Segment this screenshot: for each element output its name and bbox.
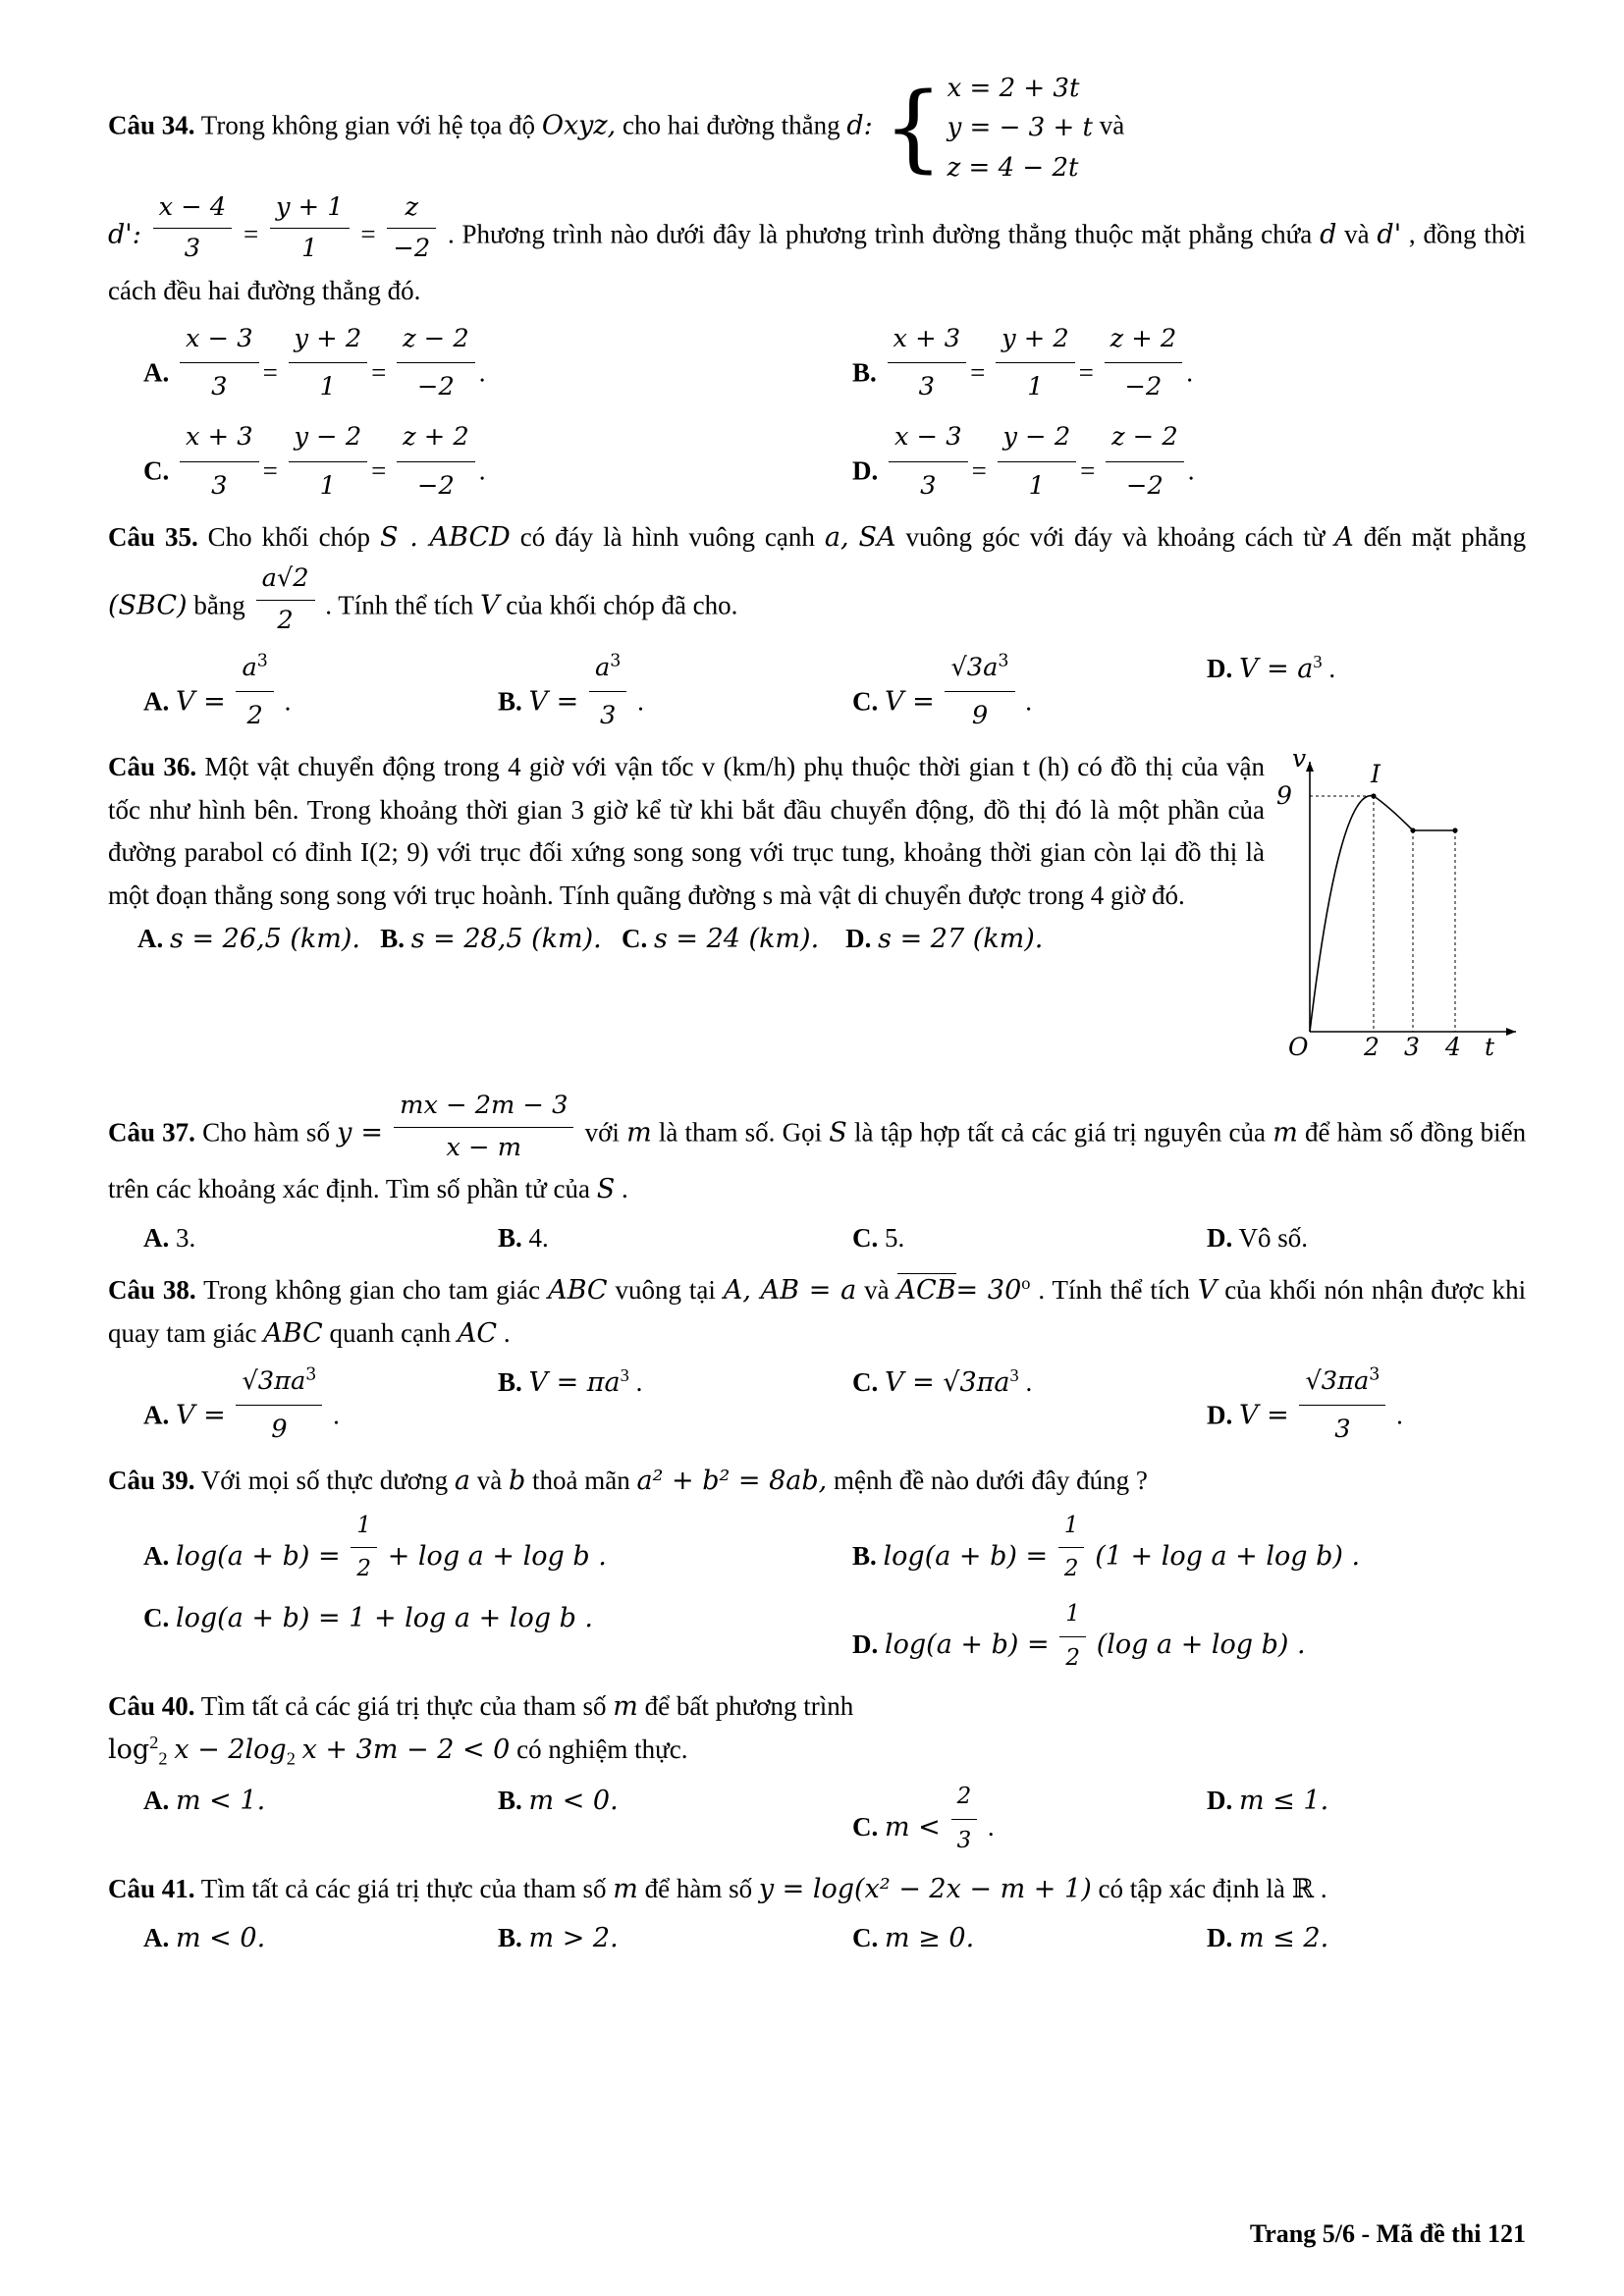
answer-37-A[interactable] bbox=[143, 1213, 498, 1263]
question-40-stem bbox=[108, 1685, 1526, 1729]
q38-angle-val: = 30 bbox=[955, 1275, 1022, 1307]
answer-39-C[interactable] bbox=[143, 1593, 852, 1680]
answer-40-B-key: B. bbox=[498, 1786, 522, 1816]
q38-part5: của khối nón nhận được khi quay tam giác bbox=[108, 1275, 1527, 1348]
answer-35-B-num: a bbox=[594, 652, 611, 682]
question-35-label: Câu 35. bbox=[108, 521, 198, 552]
answer-35-A-lead: V = bbox=[176, 686, 226, 718]
answer-34-B-d1: 3 bbox=[888, 362, 967, 411]
answer-39-A[interactable] bbox=[143, 1505, 852, 1591]
answer-34-A[interactable]: A. $\frac{x - 3}{3}$ = $\frac{y + 2}{1}$ = $\frac{z - 2}{-2}$ . bbox=[143, 315, 852, 411]
q35-part4: đến mặt phẳng bbox=[1363, 521, 1527, 552]
question-38-label: Câu 38. bbox=[108, 1275, 196, 1306]
answer-40-A-key: A. bbox=[143, 1786, 170, 1816]
answer-36-C[interactable] bbox=[622, 924, 826, 953]
answer-35-B-tail: . bbox=[637, 686, 644, 717]
answer-38-D-key: D. bbox=[1207, 1400, 1233, 1430]
q39-b: b bbox=[508, 1466, 526, 1497]
answer-34-C[interactable]: C. $\frac{x + 3}{3}$ = $\frac{y - 2}{1}$ = $\frac{z + 2}{-2}$ . bbox=[143, 413, 852, 509]
q41-body1: Tìm tất cả các giá trị thực của tham số bbox=[200, 1874, 607, 1904]
answer-34-C-n3: z + 2 bbox=[403, 422, 469, 453]
question-34-text-2: cho hai đường thẳng bbox=[623, 110, 840, 140]
question-37-label: Câu 37. bbox=[108, 1117, 195, 1148]
q41-body2: để hàm số bbox=[644, 1874, 753, 1904]
answer-35-D-key: D. bbox=[1207, 653, 1233, 683]
question-39-answers-row-2 bbox=[108, 1593, 1561, 1680]
answer-34-C-d3: −2 bbox=[397, 461, 475, 510]
answer-37-C-text: 5. bbox=[885, 1222, 905, 1253]
answer-34-B-d3: −2 bbox=[1105, 362, 1183, 411]
answer-38-D-tail: . bbox=[1396, 1400, 1403, 1430]
answer-39-B-key: B. bbox=[852, 1540, 877, 1571]
q37-S: S bbox=[829, 1117, 847, 1148]
question-39-stem bbox=[108, 1460, 1526, 1503]
answer-38-C-lead: V = √3πa bbox=[885, 1366, 1010, 1398]
answer-37-D-key: D. bbox=[1207, 1222, 1233, 1253]
question-34-stem bbox=[108, 69, 1526, 187]
answer-39-B-fd: 2 bbox=[1058, 1547, 1085, 1591]
q40-m: m bbox=[613, 1691, 638, 1723]
answer-39-D-fn: 1 bbox=[1065, 1601, 1080, 1628]
answer-39-D-fd: 2 bbox=[1059, 1636, 1086, 1681]
answer-35-C-num: √3a bbox=[950, 652, 999, 682]
q35-part6: . Tính thể tích bbox=[325, 590, 474, 620]
answer-41-A-text: m < 0. bbox=[176, 1923, 266, 1954]
question-34-text-1: Trong không gian với hệ tọa độ bbox=[200, 110, 536, 140]
answer-37-B[interactable] bbox=[498, 1213, 852, 1263]
answer-34-D-n3: z − 2 bbox=[1111, 422, 1178, 453]
q38-V: V bbox=[1197, 1275, 1218, 1307]
answer-34-A-n2: y + 2 bbox=[294, 323, 362, 353]
q38-part3: và bbox=[864, 1275, 890, 1306]
q35-a: a, bbox=[824, 521, 849, 553]
answer-41-C-key: C. bbox=[852, 1923, 879, 1953]
answer-40-D-text: m ≤ 1. bbox=[1239, 1786, 1329, 1817]
q41-body3: có tập xác định là bbox=[1098, 1874, 1285, 1904]
answer-36-B-key: B. bbox=[380, 923, 405, 953]
answer-39-A-fd: 2 bbox=[351, 1547, 377, 1591]
q39-cond: a² + b² = 8ab, bbox=[636, 1466, 828, 1497]
q40-log-sup: 2 bbox=[149, 1733, 159, 1753]
dprime-frac-3 bbox=[387, 187, 436, 270]
q37-part6: . bbox=[621, 1174, 628, 1204]
answer-38-B-key: B. bbox=[498, 1366, 522, 1397]
answer-34-D-key: D. bbox=[852, 455, 879, 486]
question-37-stem bbox=[108, 1086, 1526, 1211]
q35-sa: SA bbox=[858, 521, 896, 553]
answer-35-B-den: 3 bbox=[589, 691, 626, 740]
dprime-frac-2-den: 1 bbox=[270, 228, 350, 270]
answer-39-D-pre: log(a + b) = bbox=[885, 1629, 1050, 1661]
graph-vertex-label: I bbox=[1371, 760, 1380, 789]
answer-34-A-key: A. bbox=[143, 357, 170, 388]
answer-40-C-fd: 3 bbox=[951, 1819, 978, 1863]
question-34-text-3: . Phương trình nào dưới đây là phương trình đường thẳng thuộc mặt phẳng chứa bbox=[447, 219, 1313, 249]
q35-V: V bbox=[480, 590, 500, 621]
question-35-answers bbox=[108, 644, 1561, 740]
answer-36-B[interactable] bbox=[380, 924, 608, 953]
answer-35-A-key: A. bbox=[143, 686, 170, 717]
answer-34-B-d2: 1 bbox=[996, 362, 1075, 411]
q37-part5: để hàm số đồng biến trên các khoảng xác định. Tìm số phần tử của bbox=[108, 1117, 1527, 1204]
answer-38-A-den: 9 bbox=[236, 1405, 322, 1454]
q35-solid: S . ABCD bbox=[380, 521, 511, 553]
q40-log: log bbox=[108, 1735, 150, 1766]
answer-39-B[interactable] bbox=[852, 1505, 1561, 1591]
answer-37-C-key: C. bbox=[852, 1222, 879, 1253]
question-38-stem bbox=[108, 1269, 1526, 1355]
system-row-3: z = 4 − 2t bbox=[947, 152, 1079, 183]
q37-y-eq: y = bbox=[337, 1117, 383, 1148]
velocity-graph-svg bbox=[1280, 752, 1526, 1046]
q40-body3: có nghiệm thực. bbox=[516, 1735, 688, 1765]
answer-40-B-text: m < 0. bbox=[528, 1786, 619, 1817]
answer-34-C-n1: x + 3 bbox=[186, 422, 253, 453]
answer-35-A[interactable] bbox=[143, 644, 498, 740]
answer-34-A-d1: 3 bbox=[180, 362, 259, 411]
question-40-answers bbox=[108, 1776, 1561, 1862]
answer-38-A-key: A. bbox=[143, 1400, 170, 1430]
q35-part7: của khối chóp đã cho. bbox=[506, 590, 738, 620]
question-38-answers bbox=[108, 1358, 1561, 1454]
answer-35-B-exp: 3 bbox=[610, 651, 622, 670]
question-39-answers-row-1 bbox=[108, 1505, 1561, 1591]
answer-37-B-text: 4. bbox=[528, 1222, 549, 1253]
answer-35-B[interactable] bbox=[498, 644, 852, 740]
q38-part7: . bbox=[503, 1317, 511, 1348]
dprime-frac-1 bbox=[153, 187, 233, 270]
answer-37-D-text: Vô số. bbox=[1238, 1222, 1309, 1253]
answer-37-D[interactable] bbox=[1207, 1213, 1561, 1263]
question-36-label: Câu 36. bbox=[108, 752, 197, 782]
answer-39-D-post: (log a + log b) . bbox=[1096, 1629, 1306, 1661]
question-40-stem-2 bbox=[108, 1729, 1526, 1774]
question-38 bbox=[108, 1269, 1526, 1454]
answer-34-B-n3: z + 2 bbox=[1110, 323, 1177, 353]
q40-log-sub2: 2 bbox=[286, 1748, 296, 1769]
q37-part2: với bbox=[584, 1117, 620, 1148]
q37-part1: Cho hàm số bbox=[202, 1117, 330, 1148]
answer-34-C-d1: 3 bbox=[180, 461, 259, 510]
graph-x-tick-2: 2 bbox=[1364, 1033, 1380, 1062]
answer-38-C-exp: 3 bbox=[1009, 1364, 1019, 1385]
graph-x-tick-4: 4 bbox=[1445, 1033, 1461, 1062]
answer-40-D-key: D. bbox=[1207, 1786, 1233, 1816]
answer-34-C-n2: y − 2 bbox=[294, 422, 362, 453]
answer-38-B-tail: . bbox=[635, 1366, 643, 1397]
dprime-frac-1-den: 3 bbox=[153, 228, 233, 270]
answer-41-A[interactable] bbox=[143, 1913, 498, 1963]
answer-34-D-d3: −2 bbox=[1106, 461, 1184, 510]
question-34-oxyz: Oxyz, bbox=[541, 110, 617, 141]
question-34-dprime-label: d': bbox=[108, 219, 141, 250]
answer-38-B[interactable] bbox=[498, 1358, 852, 1454]
question-34 bbox=[108, 69, 1526, 510]
answer-34-B-key: B. bbox=[852, 357, 877, 388]
question-34-answers-row-1 bbox=[108, 315, 1561, 411]
q35-frac-num: a√2 bbox=[261, 563, 309, 594]
q38-angle: ACB bbox=[896, 1275, 956, 1307]
answer-39-B-post: (1 + log a + log b) . bbox=[1095, 1540, 1361, 1572]
question-39-label: Câu 39. bbox=[108, 1466, 195, 1496]
question-41-label: Câu 41. bbox=[108, 1874, 195, 1904]
answer-36-D[interactable] bbox=[845, 924, 1043, 953]
question-34-var-dp: d' bbox=[1377, 219, 1402, 250]
answer-35-C-exp: 3 bbox=[998, 651, 1009, 670]
answer-36-A-key: A. bbox=[137, 923, 164, 953]
answer-37-B-key: B. bbox=[498, 1222, 522, 1253]
q38-a-ab: A, AB = a bbox=[723, 1275, 857, 1307]
q37-frac bbox=[394, 1086, 573, 1168]
answer-34-A-d2: 1 bbox=[289, 362, 368, 411]
answer-38-D[interactable] bbox=[1207, 1358, 1561, 1454]
q37-m2: m bbox=[1272, 1117, 1298, 1148]
answer-35-C[interactable] bbox=[852, 644, 1207, 740]
answer-35-A-den: 2 bbox=[236, 691, 273, 740]
system-brace: { bbox=[883, 73, 944, 184]
answer-41-B-text: m > 2. bbox=[528, 1923, 619, 1954]
answer-39-C-key: C. bbox=[143, 1603, 170, 1633]
q39-body3: thoả mãn bbox=[532, 1466, 630, 1496]
answer-39-B-pre: log(a + b) = bbox=[883, 1540, 1049, 1572]
dprime-frac-3-num: z bbox=[405, 191, 418, 222]
answer-35-D[interactable] bbox=[1207, 644, 1561, 740]
q41-R: ℝ bbox=[1291, 1874, 1315, 1905]
q35-A: A bbox=[1334, 521, 1354, 553]
answer-38-A[interactable] bbox=[143, 1358, 498, 1454]
spacer bbox=[108, 1056, 1526, 1086]
question-37 bbox=[108, 1086, 1526, 1263]
answer-34-D-n1: x − 3 bbox=[894, 422, 962, 453]
answer-34-C-d2: 1 bbox=[289, 461, 368, 510]
q38-part6: quanh cạnh bbox=[329, 1317, 452, 1348]
answer-41-D-key: D. bbox=[1207, 1923, 1233, 1953]
answer-37-A-key: A. bbox=[143, 1222, 170, 1253]
question-39 bbox=[108, 1460, 1526, 1680]
answer-38-A-exp: 3 bbox=[305, 1364, 317, 1385]
q39-a: a bbox=[454, 1466, 470, 1497]
q40-ineq2: x − 2log bbox=[174, 1735, 287, 1766]
answer-38-D-lead: V = bbox=[1239, 1400, 1289, 1431]
answer-35-A-tail: . bbox=[284, 686, 292, 717]
q37-frac-num: mx − 2m − 3 bbox=[400, 1091, 568, 1121]
answer-36-D-text: s = 27 (km). bbox=[878, 923, 1044, 954]
q37-part3: là tham số. Gọi bbox=[658, 1117, 823, 1148]
answer-35-B-key: B. bbox=[498, 686, 522, 717]
answer-40-C-tail: . bbox=[987, 1812, 995, 1842]
answer-39-C-pre: log(a + b) = 1 + log a + log b . bbox=[176, 1603, 594, 1634]
answer-37-A-text: 3. bbox=[176, 1222, 196, 1253]
q37-frac-den: x − m bbox=[394, 1127, 573, 1169]
answer-38-A-num: √3πa bbox=[242, 1365, 306, 1396]
answer-38-D-den: 3 bbox=[1299, 1405, 1385, 1454]
answer-35-D-exp: 3 bbox=[1313, 651, 1323, 671]
q35-part2: có đáy là hình vuông cạnh bbox=[519, 521, 815, 552]
answer-36-C-text: s = 24 (km). bbox=[653, 923, 820, 954]
answer-40-C-text: m < bbox=[885, 1812, 941, 1843]
q40-ineq3: x + 3m − 2 < 0 bbox=[301, 1735, 511, 1766]
answer-40-C-key: C. bbox=[852, 1812, 879, 1842]
question-34-var-d: d bbox=[1320, 219, 1337, 250]
graph-x-tick-3: 3 bbox=[1404, 1033, 1420, 1062]
question-35-stem bbox=[108, 516, 1526, 642]
answer-35-C-den: 9 bbox=[945, 691, 1014, 740]
dprime-frac-1-num: x − 4 bbox=[158, 191, 227, 222]
answer-34-A-n3: z − 2 bbox=[403, 323, 469, 353]
answer-34-D-d2: 1 bbox=[998, 461, 1077, 510]
answer-38-B-lead: V = πa bbox=[528, 1366, 621, 1398]
dprime-frac-2 bbox=[270, 187, 350, 270]
graph-origin-label: O bbox=[1288, 1033, 1309, 1062]
question-34-text-4: và bbox=[1344, 219, 1370, 249]
question-36-body: Một vật chuyển động trong 4 giờ với vận tốc v (km/h) phụ thuộc thời gian t (h) có đồ thị của vận tốc như hình bên. Trong khoảng thời gian 3 giờ kể từ khi bắt đầu chuyển động, đồ thị đó là một phần của đường parabol có đỉnh I(2; 9) với trục đối xứng song song với trục tung, khoảng thời gian còn lại đồ thị là một đoạn thẳng song song với trục hoành. Tính quãng đường s mà vật di chuyển được trong 4 giờ đó. bbox=[108, 752, 1265, 911]
answer-38-A-tail: . bbox=[333, 1400, 340, 1430]
answer-36-B-text: s = 28,5 (km). bbox=[410, 923, 602, 954]
question-34-label: Câu 34. bbox=[108, 110, 195, 140]
q35-frac bbox=[256, 559, 315, 641]
answer-34-B-n2: y + 2 bbox=[1001, 323, 1069, 353]
q38-part1: Trong không gian cho tam giác bbox=[203, 1275, 541, 1306]
q40-log-sub: 2 bbox=[158, 1748, 168, 1769]
answer-41-D[interactable] bbox=[1207, 1913, 1561, 1963]
question-40-label: Câu 40. bbox=[108, 1691, 195, 1722]
answer-41-C-text: m ≥ 0. bbox=[885, 1923, 975, 1954]
question-34-system bbox=[884, 69, 1093, 187]
answer-39-D[interactable] bbox=[852, 1593, 1561, 1680]
answer-35-C-key: C. bbox=[852, 686, 879, 717]
question-35 bbox=[108, 516, 1526, 740]
q35-part1: Cho khối chóp bbox=[207, 521, 371, 552]
answer-34-D[interactable]: D. $\frac{x - 3}{3}$ = $\frac{y - 2}{1}$ = $\frac{z - 2}{-2}$ . bbox=[852, 413, 1561, 509]
q41-body4: . bbox=[1320, 1874, 1327, 1904]
answer-36-C-key: C. bbox=[621, 923, 648, 953]
answer-35-A-num: a bbox=[242, 652, 257, 682]
q37-part4: là tập hợp tất cả các giá trị nguyên của bbox=[853, 1117, 1267, 1148]
answer-41-B[interactable] bbox=[498, 1913, 852, 1963]
answer-35-B-lead: V = bbox=[528, 686, 579, 718]
q38-deg: o bbox=[1021, 1273, 1031, 1294]
q41-m: m bbox=[613, 1874, 638, 1905]
question-41-stem bbox=[108, 1868, 1526, 1911]
answer-38-C-tail: . bbox=[1025, 1366, 1033, 1397]
system-row-1: x = 2 + 3t bbox=[947, 74, 1080, 103]
answer-38-C-key: C. bbox=[852, 1366, 879, 1397]
dprime-frac-3-den: −2 bbox=[387, 228, 436, 270]
answer-36-A[interactable] bbox=[137, 924, 367, 953]
question-41 bbox=[108, 1868, 1526, 1963]
question-34-text-5: , đồng thời cách đều hai đường thẳng đó. bbox=[108, 219, 1526, 306]
answer-35-D-lead: V = a bbox=[1239, 653, 1314, 684]
answer-41-A-key: A. bbox=[143, 1923, 170, 1953]
q37-m: m bbox=[626, 1117, 652, 1148]
answer-34-C-key: C. bbox=[143, 455, 170, 486]
answer-38-B-exp: 3 bbox=[620, 1364, 629, 1385]
graph-y-axis-label: v bbox=[1292, 744, 1307, 774]
answer-39-A-key: A. bbox=[143, 1540, 170, 1571]
answer-40-D[interactable] bbox=[1207, 1776, 1561, 1862]
system-row-2: y = − 3 + t bbox=[947, 113, 1093, 143]
answer-39-A-fn: 1 bbox=[356, 1512, 371, 1538]
answer-35-A-exp: 3 bbox=[256, 651, 268, 670]
q35-sbc: (SBC) bbox=[108, 590, 188, 621]
question-40 bbox=[108, 1685, 1526, 1862]
answer-39-B-fn: 1 bbox=[1063, 1512, 1079, 1538]
q40-body1: Tìm tất cả các giá trị thực của tham số bbox=[200, 1691, 607, 1722]
q37-S2: S bbox=[596, 1174, 616, 1205]
answer-37-C[interactable] bbox=[852, 1213, 1207, 1263]
answer-36-A-text: s = 26,5 (km). bbox=[170, 923, 360, 954]
answer-35-C-lead: V = bbox=[885, 686, 935, 718]
dprime-frac-2-num: y + 1 bbox=[275, 191, 344, 222]
answer-34-B[interactable]: B. $\frac{x + 3}{3}$ = $\frac{y + 2}{1}$ = $\frac{z + 2}{-2}$ . bbox=[852, 315, 1561, 411]
answer-40-C-fn: 2 bbox=[956, 1784, 972, 1810]
answer-40-A[interactable] bbox=[143, 1776, 498, 1862]
answer-35-D-tail: . bbox=[1328, 653, 1336, 683]
q39-body1: Với mọi số thực dương bbox=[200, 1466, 449, 1496]
q39-body2: và bbox=[476, 1466, 503, 1496]
answer-34-D-d1: 3 bbox=[889, 461, 968, 510]
answer-38-C[interactable] bbox=[852, 1358, 1207, 1454]
answer-40-B[interactable] bbox=[498, 1776, 852, 1862]
question-34-d-label: d: bbox=[846, 110, 873, 141]
question-36 bbox=[108, 744, 1526, 1062]
velocity-graph-figure bbox=[1276, 744, 1526, 1062]
q38-part2: vuông tại bbox=[615, 1275, 716, 1306]
q35-part5: bằng bbox=[193, 590, 245, 620]
q38-abc: ABC bbox=[548, 1275, 608, 1307]
question-41-answers bbox=[108, 1913, 1561, 1963]
answer-39-D-key: D. bbox=[852, 1629, 879, 1660]
graph-y-tick-9: 9 bbox=[1276, 781, 1292, 811]
answer-35-C-tail: . bbox=[1025, 686, 1033, 717]
answer-40-A-text: m < 1. bbox=[176, 1786, 266, 1817]
q41-fn: y = log(x² − 2x − m + 1) bbox=[758, 1874, 1092, 1905]
answer-40-C[interactable] bbox=[852, 1776, 1207, 1862]
answer-34-D-n2: y − 2 bbox=[1002, 422, 1071, 453]
answer-41-D-text: m ≤ 2. bbox=[1239, 1923, 1329, 1954]
answer-41-C[interactable] bbox=[852, 1913, 1207, 1963]
q38-abc2: ABC bbox=[263, 1317, 323, 1349]
answer-34-A-d3: −2 bbox=[397, 362, 475, 411]
answer-38-A-lead: V = bbox=[176, 1400, 226, 1431]
q35-part3: vuông góc với đáy và khoảng cách từ bbox=[905, 521, 1326, 552]
q38-part4: . Tính thể tích bbox=[1038, 1275, 1190, 1306]
question-34-stem-2: d': $\frac{x - 4}{3}$ = $\frac{y + 1}{1}$ = $\frac{z}{-2}$ . Phương trình nào dưới đây là phương trình đường thẳng thuộc mặt phẳng chứa d và d' , đồng thời cách đều hai đường thẳng đó. bbox=[108, 187, 1526, 313]
question-34-and: và bbox=[1099, 110, 1125, 140]
q40-body2: để bất phương trình bbox=[644, 1691, 854, 1722]
answer-39-A-post: + log a + log b . bbox=[387, 1540, 607, 1572]
question-34-answers-row-2 bbox=[108, 413, 1561, 509]
question-37-answers bbox=[108, 1213, 1561, 1263]
q35-frac-den: 2 bbox=[256, 600, 315, 642]
answer-39-A-pre: log(a + b) = bbox=[176, 1540, 341, 1572]
answer-38-D-exp: 3 bbox=[1369, 1364, 1380, 1385]
answer-36-D-key: D. bbox=[845, 923, 872, 953]
graph-x-axis-label: t bbox=[1485, 1033, 1495, 1062]
answer-34-B-n1: x + 3 bbox=[893, 323, 961, 353]
page-footer: Trang 5/6 - Mã đề thi 121 bbox=[1249, 2219, 1526, 2248]
answer-38-D-num: √3πa bbox=[1305, 1365, 1370, 1396]
answer-34-A-n1: x − 3 bbox=[186, 323, 253, 353]
answer-41-B-key: B. bbox=[498, 1923, 522, 1953]
q39-body4: mệnh đề nào dưới đây đúng ? bbox=[833, 1466, 1148, 1496]
q38-ac: AC bbox=[457, 1317, 498, 1349]
